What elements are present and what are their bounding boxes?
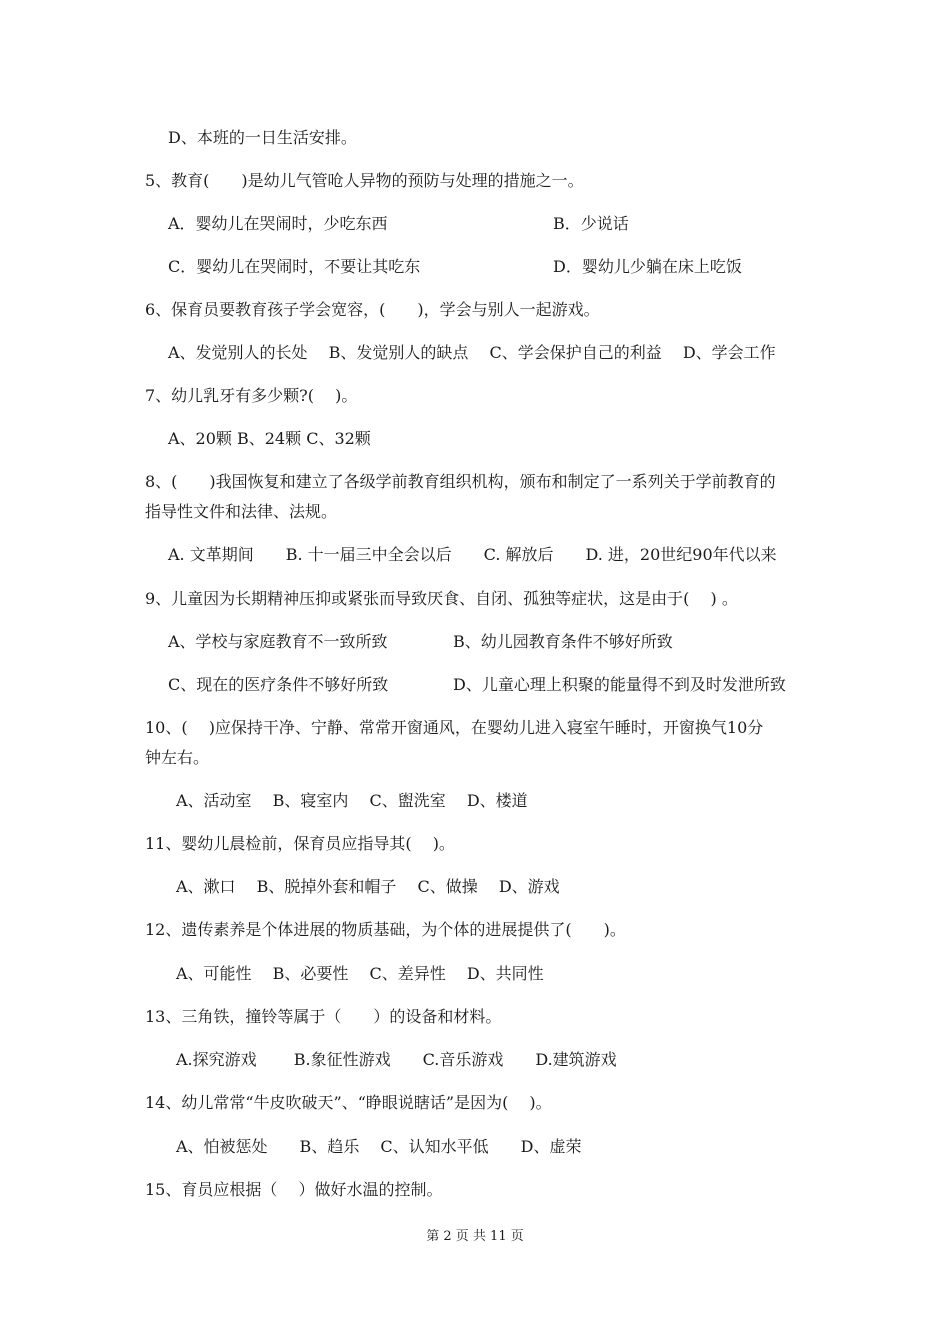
- option-5c: C．婴幼儿在哭闹时，不要让其吃东: [168, 257, 421, 276]
- question-6: 6、保育员要教育孩子学会宽容，( )，学会与别人一起游戏。: [145, 300, 600, 319]
- page-footer: 第 2 页 共 11 页: [426, 1229, 524, 1244]
- options-7: A、20颗 B、24颗 C、32颗: [168, 429, 371, 448]
- question-8: 8、( )我国恢复和建立了各级学前教育组织机构，颁布和制定了一系列关于学前教育的: [145, 472, 776, 491]
- question-8-cont: 指导性文件和法律、法规。: [145, 502, 338, 521]
- options-8: A. 文革期间 B. 十一届三中全会以后 C. 解放后 D. 进，20世纪90年代以来: [168, 545, 777, 564]
- question-15: 15、育员应根据（ ）做好水温的控制。: [145, 1180, 443, 1199]
- question-5: 5、教育( )是幼儿气管呛人异物的预防与处理的措施之一。: [145, 171, 584, 190]
- options-13: A.探究游戏 B.象征性游戏 C.音乐游戏 D.建筑游戏: [176, 1050, 617, 1069]
- option-5d: D．婴幼儿少躺在床上吃饭: [553, 257, 742, 276]
- option-9d: D、儿童心理上积聚的能量得不到及时发泄所致: [453, 675, 786, 694]
- question-12: 12、遗传素养是个体进展的物质基础，为个体的进展提供了( )。: [145, 920, 626, 939]
- options-6: A、发觉别人的长处 B、发觉别人的缺点 C、学会保护自己的利益 D、学会工作: [168, 343, 776, 362]
- option-4d: D、本班的一日生活安排。: [168, 128, 357, 147]
- question-9: 9、儿童因为长期精神压抑或紧张而导致厌食、自闭、孤独等症状，这是由于( ) 。: [145, 589, 738, 608]
- option-9c: C、现在的医疗条件不够好所致: [168, 675, 389, 694]
- option-9a: A、学校与家庭教育不一致所致: [168, 632, 388, 651]
- option-5a: A．婴幼儿在哭闹时，少吃东西: [168, 214, 388, 233]
- question-10-cont: 钟左右。: [145, 748, 210, 767]
- option-9b: B、幼儿园教育条件不够好所致: [453, 632, 673, 651]
- question-7: 7、幼儿乳牙有多少颗?( )。: [145, 386, 358, 405]
- question-10: 10、( )应保持干净、宁静、常常开窗通风，在婴幼儿进入寝室午睡时，开窗换气10分: [145, 718, 764, 737]
- option-5b: B．少说话: [553, 214, 629, 233]
- options-11: A、漱口 B、脱掉外套和帽子 C、做操 D、游戏: [176, 877, 560, 896]
- question-11: 11、婴幼儿晨检前，保育员应指导其( )。: [145, 834, 455, 853]
- options-12: A、可能性 B、必要性 C、差异性 D、共同性: [176, 964, 544, 983]
- options-14: A、怕被惩处 B、趋乐 C、认知水平低 D、虚荣: [176, 1137, 582, 1156]
- options-10: A、活动室 B、寝室内 C、盥洗室 D、楼道: [176, 791, 528, 810]
- question-14: 14、幼儿常常“牛皮吹破天”、“睁眼说瞎话”是因为( )。: [145, 1093, 552, 1112]
- question-13: 13、三角铁，撞铃等属于（ ）的设备和材料。: [145, 1007, 502, 1026]
